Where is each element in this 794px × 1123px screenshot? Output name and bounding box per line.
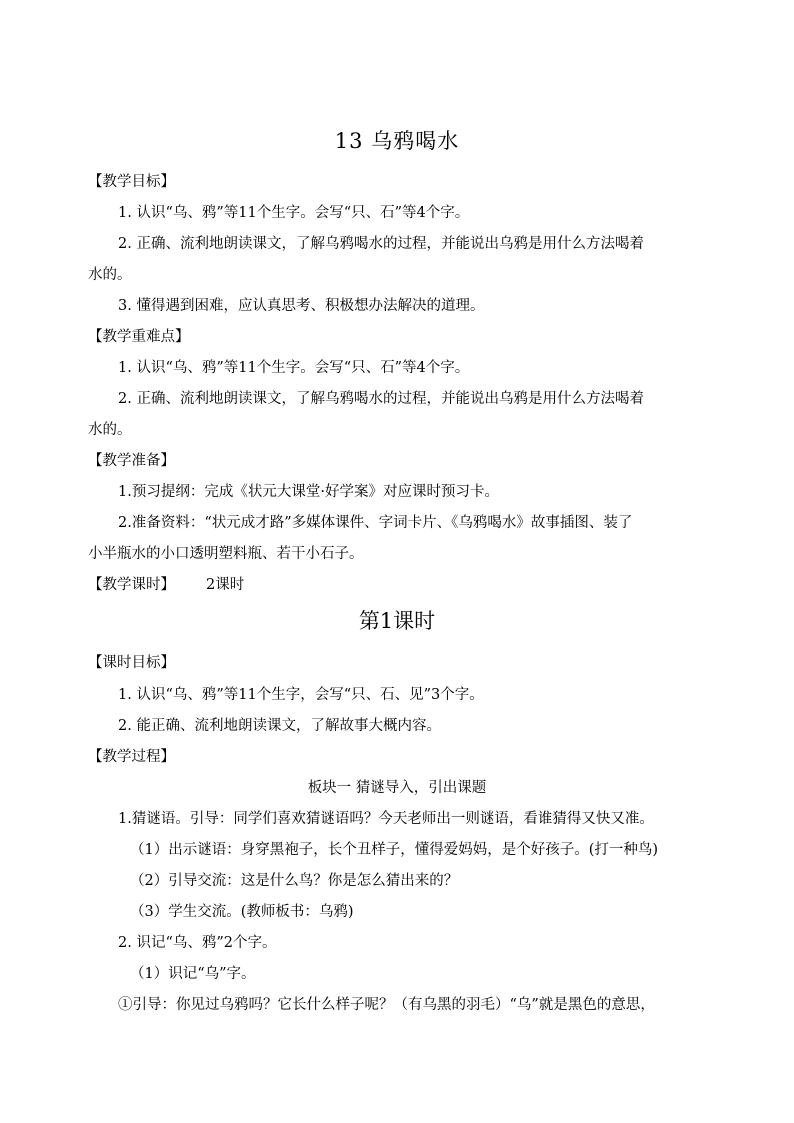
- key-points-item-2-cont: 水的。: [88, 422, 132, 438]
- process-item-1: 1.猜谜语。引导：同学们喜欢猜谜语吗？今天老师出一则谜语，看谁猜得又快又准。: [118, 811, 654, 827]
- goals-item-1: 1. 认识“乌、鸦”等11个生字。会写“只、石”等4个字。: [118, 205, 470, 221]
- period-goals-item-2: 2. 能正确、流利地朗读课文，了解故事大概内容。: [118, 718, 441, 734]
- process-heading: 【教学过程】: [88, 749, 175, 765]
- process-item-2: 2. 识记“乌、鸦”2个字。: [118, 935, 277, 951]
- key-points-item-2: 2. 正确、流利地朗读课文，了解乌鸦喝水的过程，并能说出乌鸦是用什么方法喝着: [118, 391, 644, 407]
- period-title: 第1课时: [358, 609, 436, 633]
- preparation-heading: 【教学准备】: [88, 453, 175, 469]
- process-item-1-2: （2）引导交流：这是什么鸟？你是怎么猜出来的？: [130, 873, 459, 889]
- process-item-2-1-a: ①引导：你见过乌鸦吗？它长什么样子呢？（有乌黑的羽毛）“乌”就是黑色的意思，: [118, 997, 655, 1013]
- goals-item-3: 3. 懂得遇到困难，应认真思考、积极想办法解决的道理。: [118, 298, 485, 314]
- preparation-item-2: 2.准备资料：“状元成才路”多媒体课件、字词卡片、《乌鸦喝水》故事插图、装了: [118, 515, 633, 531]
- process-item-1-3: （3）学生交流。(教师板书：乌鸦): [130, 904, 354, 920]
- period-goals-item-1: 1. 认识“乌、鸦”等11个生字，会写“只、石、见”3个字。: [118, 687, 484, 703]
- period-goals-heading: 【课时目标】: [88, 655, 175, 671]
- key-points-item-1: 1. 认识“乌、鸦”等11个生字。会写“只、石”等4个字。: [118, 360, 470, 376]
- process-section-title: 板块一 猜谜导入，引出课题: [307, 780, 487, 796]
- goals-item-2: 2. 正确、流利地朗读课文，了解乌鸦喝水的过程，并能说出乌鸦是用什么方法喝着: [118, 236, 644, 252]
- preparation-item-2-cont: 小半瓶水的小口透明塑料瓶、若干小石子。: [88, 546, 364, 562]
- preparation-item-1: 1.预习提纲：完成《状元大课堂·好学案》对应课时预习卡。: [118, 484, 499, 500]
- key-points-heading: 【教学重难点】: [88, 329, 190, 345]
- lesson-title: 13 乌鸦喝水: [334, 129, 460, 153]
- class-hours-heading: 【教学课时】: [88, 577, 175, 593]
- process-item-2-1: （1）识记“乌”字。: [130, 966, 256, 982]
- class-hours-value: 2课时: [206, 577, 245, 593]
- goals-item-2-cont: 水的。: [88, 267, 132, 283]
- goals-heading: 【教学目标】: [88, 174, 175, 190]
- process-item-1-1: （1）出示谜语：身穿黑袍子，长个丑样子，懂得爱妈妈，是个好孩子。(打一种鸟): [130, 842, 659, 858]
